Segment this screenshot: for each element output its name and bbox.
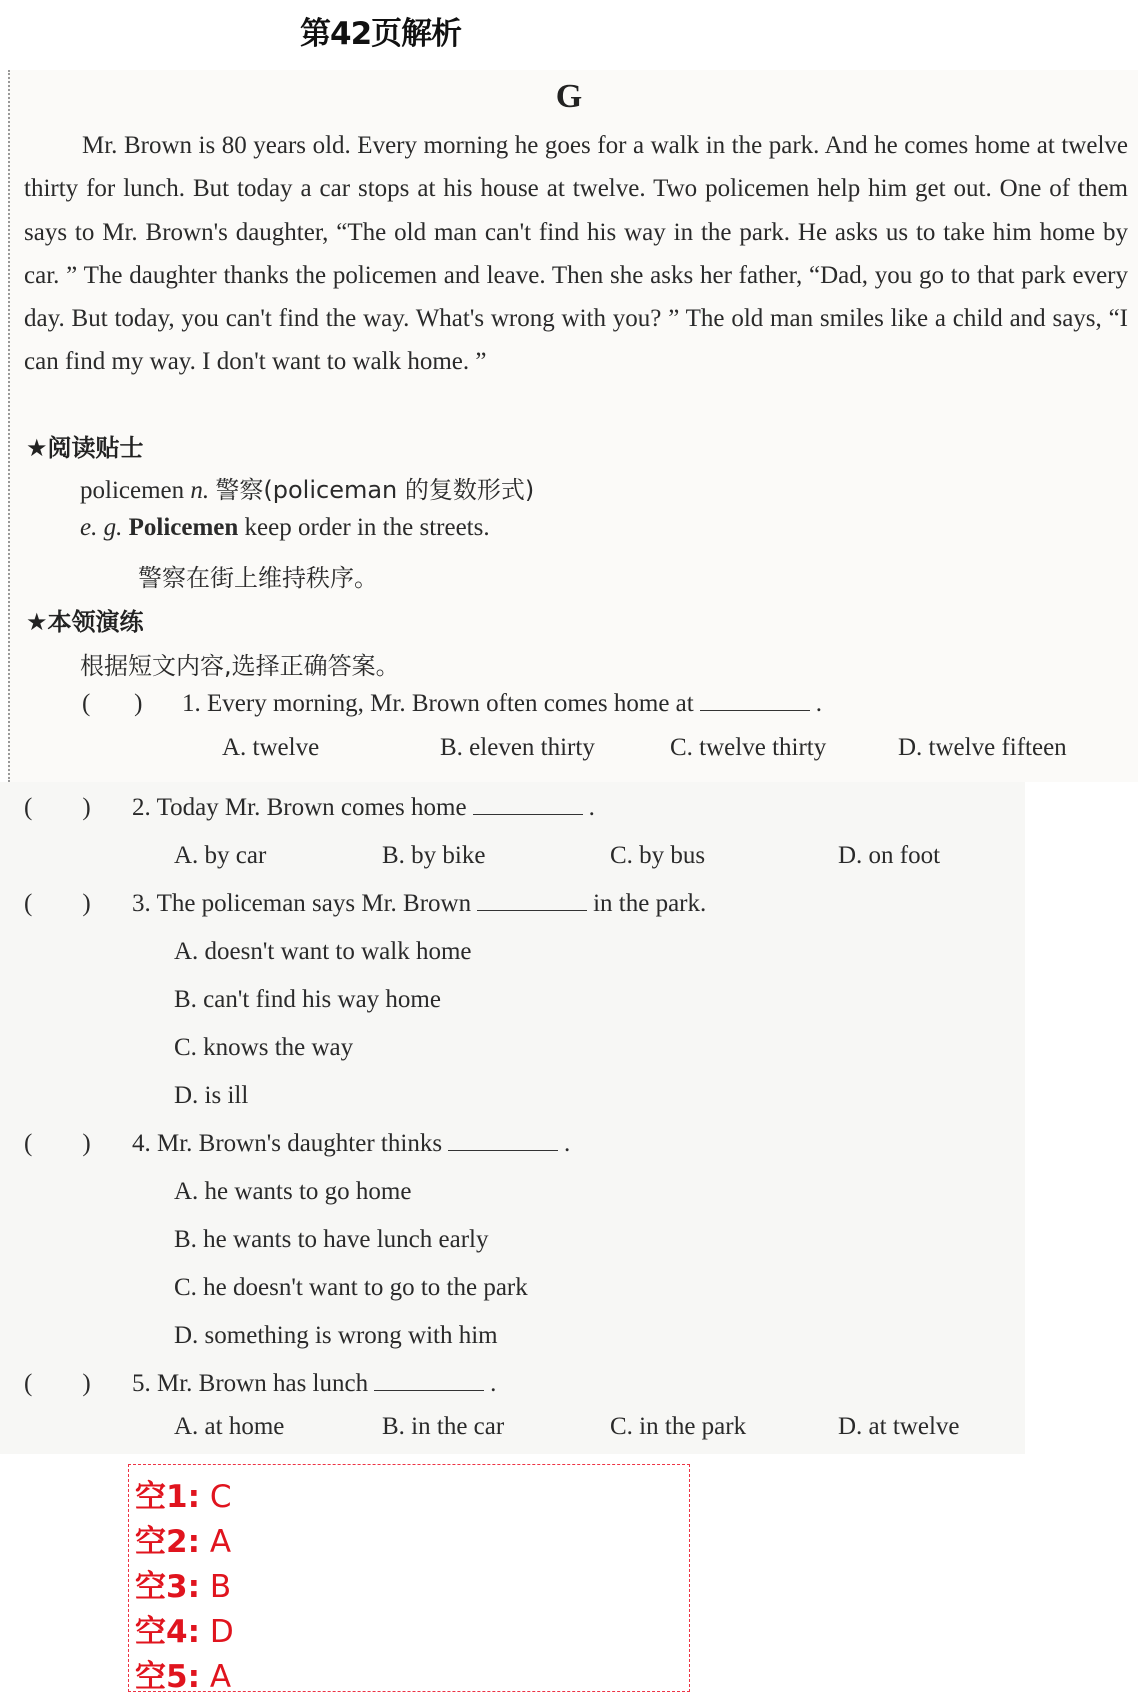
q2-option-c: C. by bus	[610, 842, 706, 869]
practice-instruction: 根据短文内容,选择正确答案。	[80, 652, 400, 680]
q3-option-c: C. knows the way	[174, 1034, 354, 1061]
tips-example-label: e. g.	[80, 514, 123, 541]
tips-example-translation: 警察在街上维持秩序。	[138, 564, 378, 592]
answer-4: 空4: D	[135, 1614, 234, 1650]
q2-option-a: A. by car	[174, 842, 267, 869]
answer-bracket: ( )	[24, 794, 91, 821]
answer-blank	[700, 690, 810, 711]
tips-section-title: ★阅读贴士	[26, 434, 144, 462]
tips-meaning: 警察(policeman 的复数形式)	[215, 476, 535, 504]
question-3: 3. The policeman says Mr. Brown in the park.	[132, 890, 707, 917]
q5-option-a: A. at home	[174, 1413, 285, 1440]
answer-key-box	[128, 1464, 690, 1695]
q1-option-d: D. twelve fifteen	[898, 734, 1067, 761]
answer-1: 空1: C	[135, 1479, 232, 1515]
question-2: 2. Today Mr. Brown comes home .	[132, 794, 595, 821]
passage-heading: G	[555, 78, 583, 115]
q3-option-d: D. is ill	[174, 1082, 249, 1109]
tips-example-line	[80, 514, 490, 542]
q1-option-a: A. twelve	[222, 734, 320, 761]
answer-bracket: ( )	[82, 690, 143, 717]
answer-2: 空2: A	[135, 1524, 232, 1560]
q2-option-b: B. by bike	[382, 842, 486, 869]
tips-word: policemen	[80, 477, 185, 504]
answer-3: 空3: B	[135, 1569, 232, 1605]
tips-vocabulary-line	[80, 470, 534, 505]
answer-bracket: ( )	[24, 1130, 91, 1157]
answer-blank	[473, 794, 583, 815]
q4-option-a: A. he wants to go home	[174, 1178, 412, 1205]
q2-option-d: D. on foot	[838, 842, 941, 869]
reading-passage: Mr. Brown is 80 years old. Every morning he goes for a walk in the park. And he comes home at twelve thirty for lunch. But today a car stops at his house at twelve. Two policemen help him get out. One of them says to Mr. Brown's daughter, “The old man can't find his way in the park. He asks us to take him home by car. ” The daughter thanks the policemen and leave. Then she asks her father, “Dad, you go to that park every day. But today, you can't find the way. What's wrong with you? ” The old man smiles like a child and says, “I can find my way. I don't want to walk home. ”	[24, 132, 1128, 376]
q4-option-d: D. something is wrong with him	[174, 1322, 498, 1349]
tips-example-sentence: keep order in the streets.	[244, 514, 490, 541]
page-title: 第42页解析	[300, 16, 462, 52]
answer-bracket: ( )	[24, 1370, 91, 1397]
q4-option-b: B. he wants to have lunch early	[174, 1226, 489, 1253]
q5-option-c: C. in the park	[610, 1413, 747, 1440]
q1-option-b: B. eleven thirty	[440, 734, 595, 761]
scanned-questions-region	[0, 782, 1025, 1454]
answer-bracket: ( )	[24, 890, 91, 917]
answer-blank	[448, 1130, 558, 1151]
answer-blank	[477, 890, 587, 911]
tips-part-of-speech: n.	[190, 477, 210, 504]
tips-example-keyword: Policemen	[128, 514, 239, 541]
answer-blank	[374, 1370, 484, 1391]
q5-option-d: D. at twelve	[838, 1413, 960, 1440]
q5-option-b: B. in the car	[382, 1413, 505, 1440]
question-4: 4. Mr. Brown's daughter thinks .	[132, 1130, 571, 1157]
q3-option-b: B. can't find his way home	[174, 986, 441, 1013]
q4-option-c: C. he doesn't want to go to the park	[174, 1274, 528, 1301]
practice-section-title: ★本领演练	[26, 608, 144, 636]
question-5: 5. Mr. Brown has lunch .	[132, 1370, 497, 1397]
q3-option-a: A. doesn't want to walk home	[174, 938, 472, 965]
answer-5: 空5: A	[135, 1659, 232, 1695]
question-1: 1. Every morning, Mr. Brown often comes home at .	[182, 690, 822, 717]
q1-option-c: C. twelve thirty	[670, 734, 827, 761]
